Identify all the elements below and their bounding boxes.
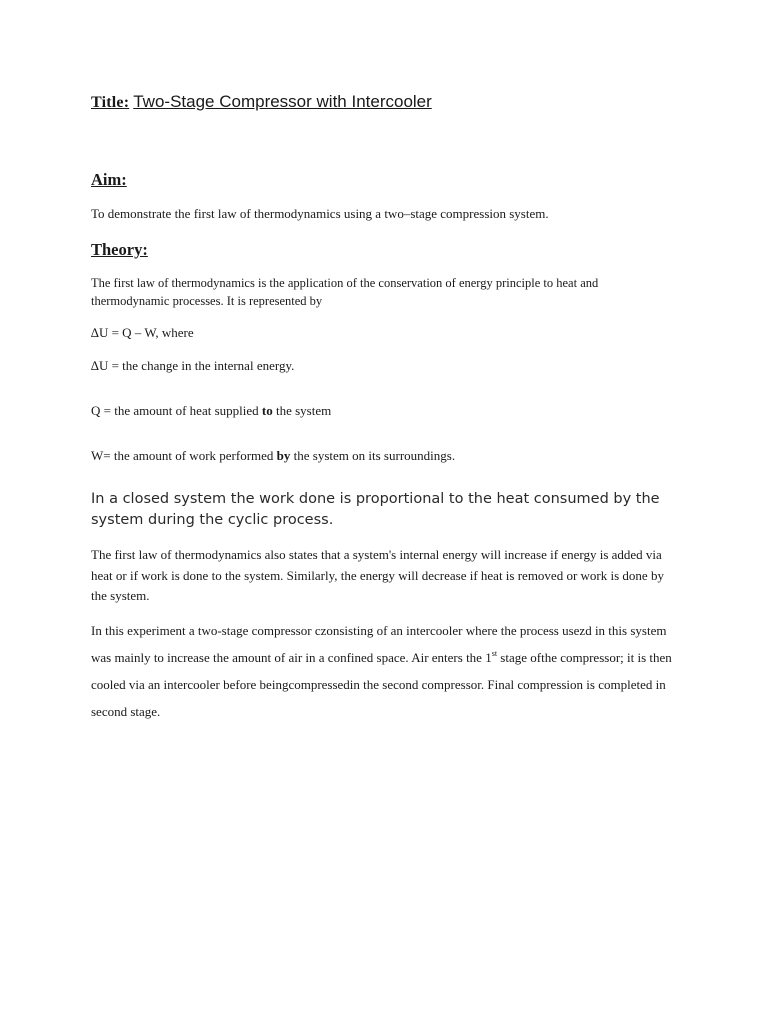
title-text: Two-Stage Compressor with Intercooler: [133, 92, 432, 111]
definition-w-start: W= the amount of work performed: [91, 448, 277, 463]
closed-system-paragraph: In a closed system the work done is proportional to the heat consumed by the system during the cyclic process.: [91, 491, 660, 528]
experiment-paragraph: [91, 617, 681, 725]
definition-q-end: the system: [272, 403, 332, 418]
equation: ∆U = Q – W, where: [91, 325, 194, 340]
definition-q-emphasis: to: [261, 403, 273, 418]
aim-heading: Aim:: [91, 170, 127, 189]
experiment-text-end: stage ofthe compressor; it is then cooled via an intercooler before beingcompressedin the second compressor. Final compression is completed in second stage.: [91, 650, 672, 719]
experiment-text-start: In this experiment a two-stage compressor czonsisting of an intercooler where the process usezd in this system was mainly to increase the amount of air in a confined space. Air enters the 1: [91, 623, 667, 665]
aim-text: To demonstrate the first law of thermodynamics using a two–stage compression system.: [91, 206, 549, 221]
theory-line-1: The first law of thermodynamics is the application of the conservation of energy principle to heat and: [91, 276, 599, 290]
definition-q: [91, 401, 331, 420]
theory-line-2: thermodynamic processes. It is represented by: [91, 294, 323, 308]
definition-w: [91, 446, 455, 465]
definition-q-start: Q = the amount of heat supplied: [91, 403, 262, 418]
experiment-superscript: st: [491, 649, 498, 658]
definition-w-end: the system on its surroundings.: [290, 448, 456, 463]
document-title: [91, 92, 432, 112]
definition-w-emphasis: by: [276, 448, 291, 463]
title-label: Title:: [91, 94, 130, 111]
first-law-paragraph: The first law of thermodynamics also states that a system's internal energy will increase if energy is added via heat or if work is done to the system. Similarly, the energy will decrease if heat is removed or work is done by the system.: [91, 547, 664, 603]
theory-heading: Theory:: [91, 240, 148, 259]
definition-delta-u: ∆U = the change in the internal energy.: [91, 358, 295, 373]
